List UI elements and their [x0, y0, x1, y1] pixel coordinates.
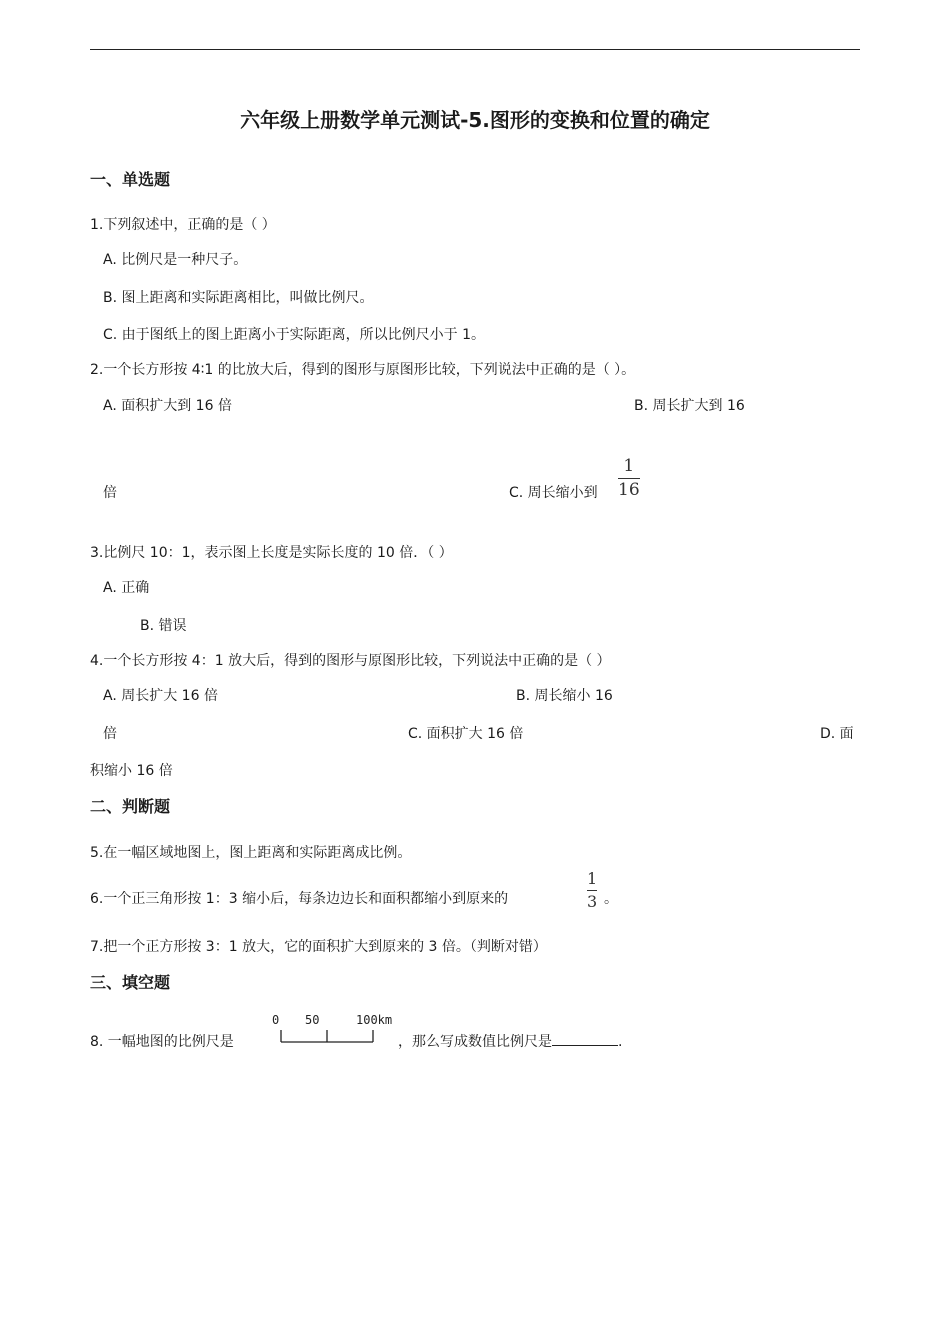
question-1-stem: 1.下列叙述中，正确的是（ ）	[90, 217, 276, 233]
question-8-period: .	[618, 1034, 623, 1050]
question-7-stem: 7.把一个正方形按 3：1 放大，它的面积扩大到原来的 3 倍。（判断对错）	[90, 939, 547, 955]
scale-label-0: 0	[272, 1013, 280, 1027]
question-1-option-c[interactable]: C. 由于图纸上的图上距离小于实际距离，所以比例尺小于 1。	[103, 327, 486, 343]
question-3-option-b[interactable]: B. 错误	[140, 618, 187, 634]
question-8-text: ，那么写成数值比例尺是	[398, 1034, 552, 1050]
question-8-stem-start: 8. 一幅地图的比例尺是	[90, 1034, 234, 1050]
question-6-end: 。	[604, 891, 618, 907]
question-2-option-a[interactable]: A. 面积扩大到 16 倍	[103, 398, 232, 414]
question-4-option-a[interactable]: A. 周长扩大 16 倍	[103, 688, 218, 704]
line-scale-bar	[268, 1010, 408, 1046]
question-2-fraction	[618, 456, 640, 500]
question-2-option-c[interactable]: C. 周长缩小到	[509, 485, 598, 501]
question-5-stem: 5.在一幅区域地图上，图上距离和实际距离成比例。	[90, 845, 412, 861]
scale-label-100km: 100km	[356, 1013, 393, 1027]
question-1-option-a[interactable]: A. 比例尺是一种尺子。	[103, 252, 248, 268]
question-4-option-b-continued: 倍	[103, 726, 117, 742]
fraction-denominator: 3	[587, 892, 598, 911]
question-6-fraction	[587, 869, 597, 911]
fraction-bar	[618, 478, 640, 479]
section-heading-true-false: 二、判断题	[90, 797, 171, 816]
question-6-stem: 6.一个正三角形按 1：3 缩小后，每条边边长和面积都缩小到原来的	[90, 891, 509, 907]
question-4-stem: 4.一个长方形按 4：1 放大后，得到的图形与原图形比较，下列说法中正确的是（ ）	[90, 653, 611, 669]
question-4-option-d-continued: 积缩小 16 倍	[90, 763, 173, 779]
fraction-denominator: 16	[618, 480, 640, 500]
header-rule	[90, 49, 860, 50]
question-2-option-b-continued: 倍	[103, 485, 117, 501]
page-title: 六年级上册数学单元测试-5.图形的变换和位置的确定	[240, 108, 710, 132]
question-4-option-b[interactable]: B. 周长缩小 16	[516, 688, 613, 704]
section-heading-fill-blank: 三、填空题	[90, 973, 171, 992]
scale-label-50: 50	[305, 1013, 320, 1027]
answer-blank[interactable]	[552, 1031, 618, 1046]
question-3-option-a[interactable]: A. 正确	[103, 580, 150, 596]
question-2-option-b[interactable]: B. 周长扩大到 16	[634, 398, 745, 414]
fraction-numerator: 1	[623, 456, 635, 476]
question-1-option-b[interactable]: B. 图上距离和实际距离相比，叫做比例尺。	[103, 290, 374, 306]
question-4-option-c[interactable]: C. 面积扩大 16 倍	[408, 726, 524, 742]
question-3-stem: 3.比例尺 10：1，表示图上长度是实际长度的 10 倍．（ ）	[90, 545, 453, 561]
question-8-stem-end	[398, 1031, 622, 1051]
question-4-option-d[interactable]: D. 面	[820, 726, 854, 742]
fraction-numerator: 1	[587, 869, 598, 888]
question-2-stem: 2.一个长方形按 4∶1 的比放大后，得到的图形与原图形比较，下列说法中正确的是（ ）。	[90, 362, 636, 378]
fraction-bar	[587, 890, 597, 891]
section-heading-single-choice: 一、单选题	[90, 170, 171, 189]
